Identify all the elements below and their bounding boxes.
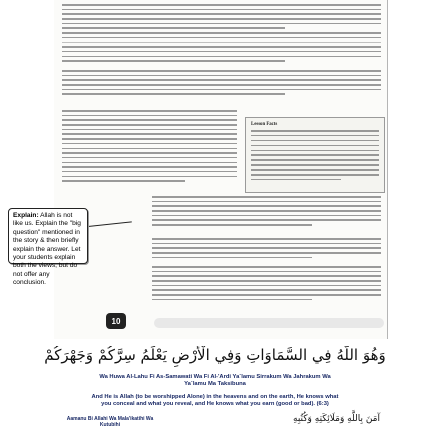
page-number: 10	[106, 313, 126, 329]
lesson-facts-panel	[245, 117, 385, 193]
callout-lead: Explain:	[13, 212, 39, 219]
explain-callout	[8, 208, 88, 287]
verse-transliteration: Wa Huwa Al-Lahu Fi As-Samawati Wa Fi Al-'Ardi Ya`lamu Sirrakum Wa Jahrakum Wa Ya`lamu Ma Taksibuna	[99, 374, 331, 387]
paragraph-block-6	[152, 266, 381, 304]
footer-arabic: آمَنَ بِاللَّهِ وَمَلَائِكَتِهِ وَكُتُبِهِ	[293, 414, 380, 424]
book-page	[54, 0, 388, 339]
panel-title: Lesson Facts	[251, 122, 278, 127]
callout-text: Allah is not like us. Explain the "big question" mentioned in the story & then briefly explain the answer. Let your students explain both the views, but do not offer any conclusion.	[13, 212, 81, 287]
footer-transliteration: Aamanu Bi Allahi Wa Mala'ikatihi Wa Kutubihi	[66, 416, 154, 428]
paragraph-block-4	[152, 196, 381, 229]
paragraph-block-3	[62, 110, 237, 185]
verse-arabic: وَهُوَ اللَّهُ فِي السَّمَاوَاتِ وَفِي الْأَرْضِ يَعْلَمُ سِرَّكُمْ وَجَهْرَكُمْ	[44, 346, 386, 364]
page-footer-bar	[154, 318, 384, 328]
verse-translation: And He is Allah (to be worshipped Alone) in the heavens and on the earth, He knows what you conceal and what you reveal, and He knows what you earn (good or bad). (6:3)	[91, 394, 339, 407]
paragraph-block-5	[152, 238, 381, 261]
paragraph-block-1	[62, 4, 381, 65]
paragraph-block-2	[62, 70, 381, 98]
